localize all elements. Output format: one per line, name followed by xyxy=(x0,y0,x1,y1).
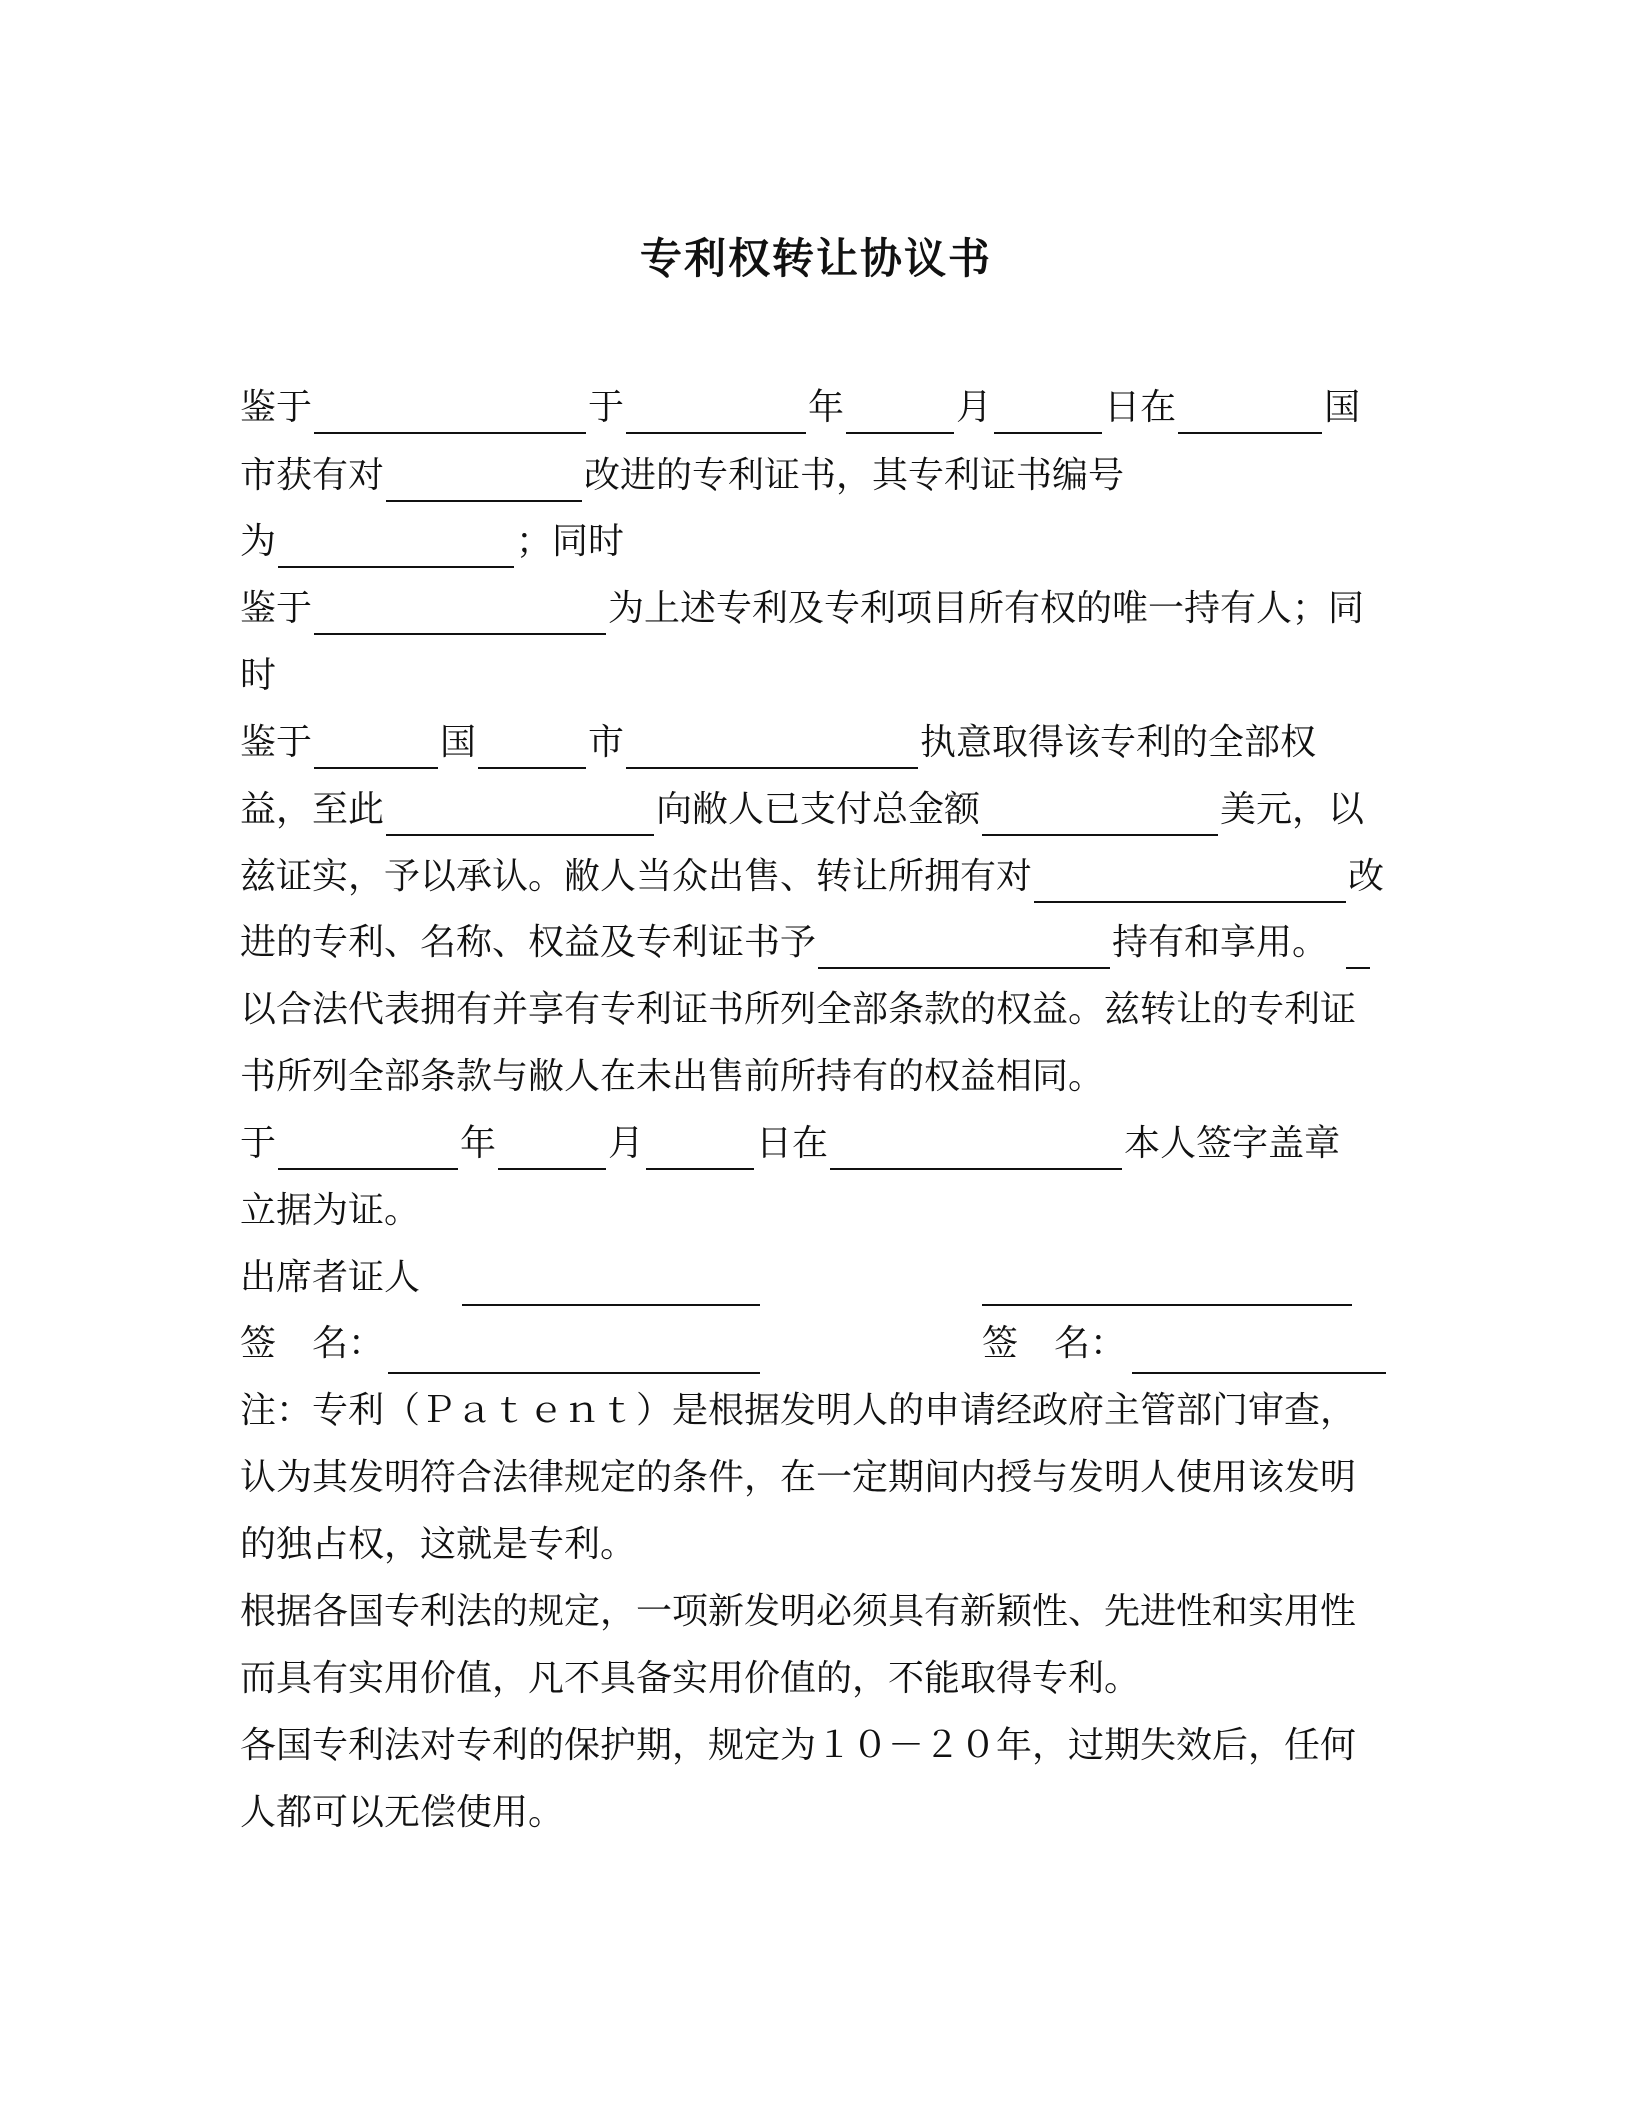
text-segment: 以合法代表拥有并享有专利证书所列全部条款的权益。兹转让的专利证 xyxy=(240,989,1357,1030)
note-line: 人都可以无偿使用。 xyxy=(240,1792,565,1833)
paragraph-line-2 xyxy=(240,450,1390,502)
text-segment: 书所列全部条款与敝人在未出售前所持有的权益相同。 xyxy=(240,1056,1105,1097)
text-segment: 进的专利、名称、权益及专利证书予 xyxy=(240,922,817,963)
signature-line-left[interactable] xyxy=(388,1370,760,1374)
text-segment: 改进的专利证书，其专利证书编号 xyxy=(584,455,1125,496)
paragraph-line-7 xyxy=(240,784,1390,836)
blank-field[interactable] xyxy=(818,921,1110,969)
note-line: 各国专利法对专利的保护期，规定为１０－２０年，过期失效后，任何 xyxy=(240,1725,1357,1766)
note-line: 注：专利（Ｐａｔｅｎｔ）是根据发明人的申请经政府主管部门审查， xyxy=(240,1390,1357,1431)
blank-field[interactable] xyxy=(994,386,1102,434)
paragraph-line-4 xyxy=(240,583,1390,635)
text-segment: 月 xyxy=(956,387,993,428)
text-segment: 益，至此 xyxy=(240,789,385,830)
text-segment: 国 xyxy=(440,722,477,763)
witness-line-right[interactable] xyxy=(982,1302,1352,1306)
blank-field[interactable] xyxy=(982,788,1218,836)
text-segment: 兹证实，予以承认。敝人当众出售、转让所拥有对 xyxy=(240,856,1033,897)
note-line: 而具有实用价值，凡不具备实用价值的，不能取得专利。 xyxy=(240,1658,1141,1699)
signature-label-right: 签 名： xyxy=(982,1323,1127,1364)
blank-field[interactable] xyxy=(1346,921,1370,969)
text-segment: 鉴于 xyxy=(240,387,313,428)
text-segment: ；同时 xyxy=(516,521,625,562)
text-segment: 本人签字盖章 xyxy=(1124,1123,1341,1164)
blank-field[interactable] xyxy=(830,1122,1122,1170)
paragraph-line-5 xyxy=(240,650,1390,702)
text-segment: 年 xyxy=(808,387,845,428)
text-segment: 立据为证。 xyxy=(240,1190,421,1231)
signature-label-left: 签 名： xyxy=(240,1323,385,1364)
text-segment: 国 xyxy=(1324,387,1361,428)
text-segment: 日在 xyxy=(756,1123,829,1164)
text-segment: 改 xyxy=(1348,856,1385,897)
blank-field[interactable] xyxy=(278,1122,458,1170)
paragraph-line-10 xyxy=(240,984,1390,1036)
blank-field[interactable] xyxy=(278,520,514,568)
text-segment: 时 xyxy=(240,655,277,696)
text-segment: 执意取得该专利的全部权 xyxy=(920,722,1317,763)
blank-field[interactable] xyxy=(314,587,606,635)
text-segment: 鉴于 xyxy=(240,722,313,763)
paragraph-line-9 xyxy=(240,917,1390,969)
blank-field[interactable] xyxy=(314,721,438,769)
signature-line-right[interactable] xyxy=(1132,1370,1386,1374)
blank-field[interactable] xyxy=(386,454,582,502)
paragraph-line-11 xyxy=(240,1051,1390,1103)
paragraph-line-1 xyxy=(240,382,1390,434)
blank-field[interactable] xyxy=(626,386,806,434)
blank-field[interactable] xyxy=(646,1122,754,1170)
note-line: 认为其发明符合法律规定的条件，在一定期间内授与发明人使用该发明 xyxy=(240,1457,1357,1498)
text-segment: 向敝人已支付总金额 xyxy=(656,789,981,830)
blank-field[interactable] xyxy=(498,1122,606,1170)
text-segment: 鉴于 xyxy=(240,588,313,629)
text-segment: 市 xyxy=(588,722,625,763)
blank-field[interactable] xyxy=(386,788,654,836)
text-segment: 持有和享用。 xyxy=(1112,922,1329,963)
document-title: 专利权转让协议书 xyxy=(639,234,992,283)
text-segment: 于 xyxy=(588,387,625,428)
blank-field[interactable] xyxy=(1178,386,1322,434)
text-segment: 年 xyxy=(460,1123,497,1164)
blank-field[interactable] xyxy=(626,721,918,769)
blank-field[interactable] xyxy=(1034,855,1346,903)
paragraph-line-6 xyxy=(240,717,1390,769)
text-segment: 为上述专利及专利项目所有权的唯一持有人；同 xyxy=(608,588,1365,629)
text-segment: 为 xyxy=(240,521,277,562)
blank-field[interactable] xyxy=(846,386,954,434)
text-segment: 于 xyxy=(240,1123,277,1164)
text-segment: 月 xyxy=(608,1123,645,1164)
text-segment: 市获有对 xyxy=(240,455,385,496)
note-line: 根据各国专利法的规定，一项新发明必须具有新颖性、先进性和实用性 xyxy=(240,1591,1357,1632)
paragraph-line-12 xyxy=(240,1118,1390,1170)
witness-label: 出席者证人 xyxy=(240,1257,421,1298)
paragraph-line-8 xyxy=(240,851,1390,903)
paragraph-line-13 xyxy=(240,1185,1390,1237)
blank-field[interactable] xyxy=(314,386,586,434)
text-segment: 美元，以 xyxy=(1220,789,1365,830)
blank-field[interactable] xyxy=(478,721,586,769)
note-line: 的独占权，这就是专利。 xyxy=(240,1524,637,1565)
witness-line-left[interactable] xyxy=(462,1302,760,1306)
paragraph-line-3 xyxy=(240,516,1390,568)
text-segment: 日在 xyxy=(1104,387,1177,428)
